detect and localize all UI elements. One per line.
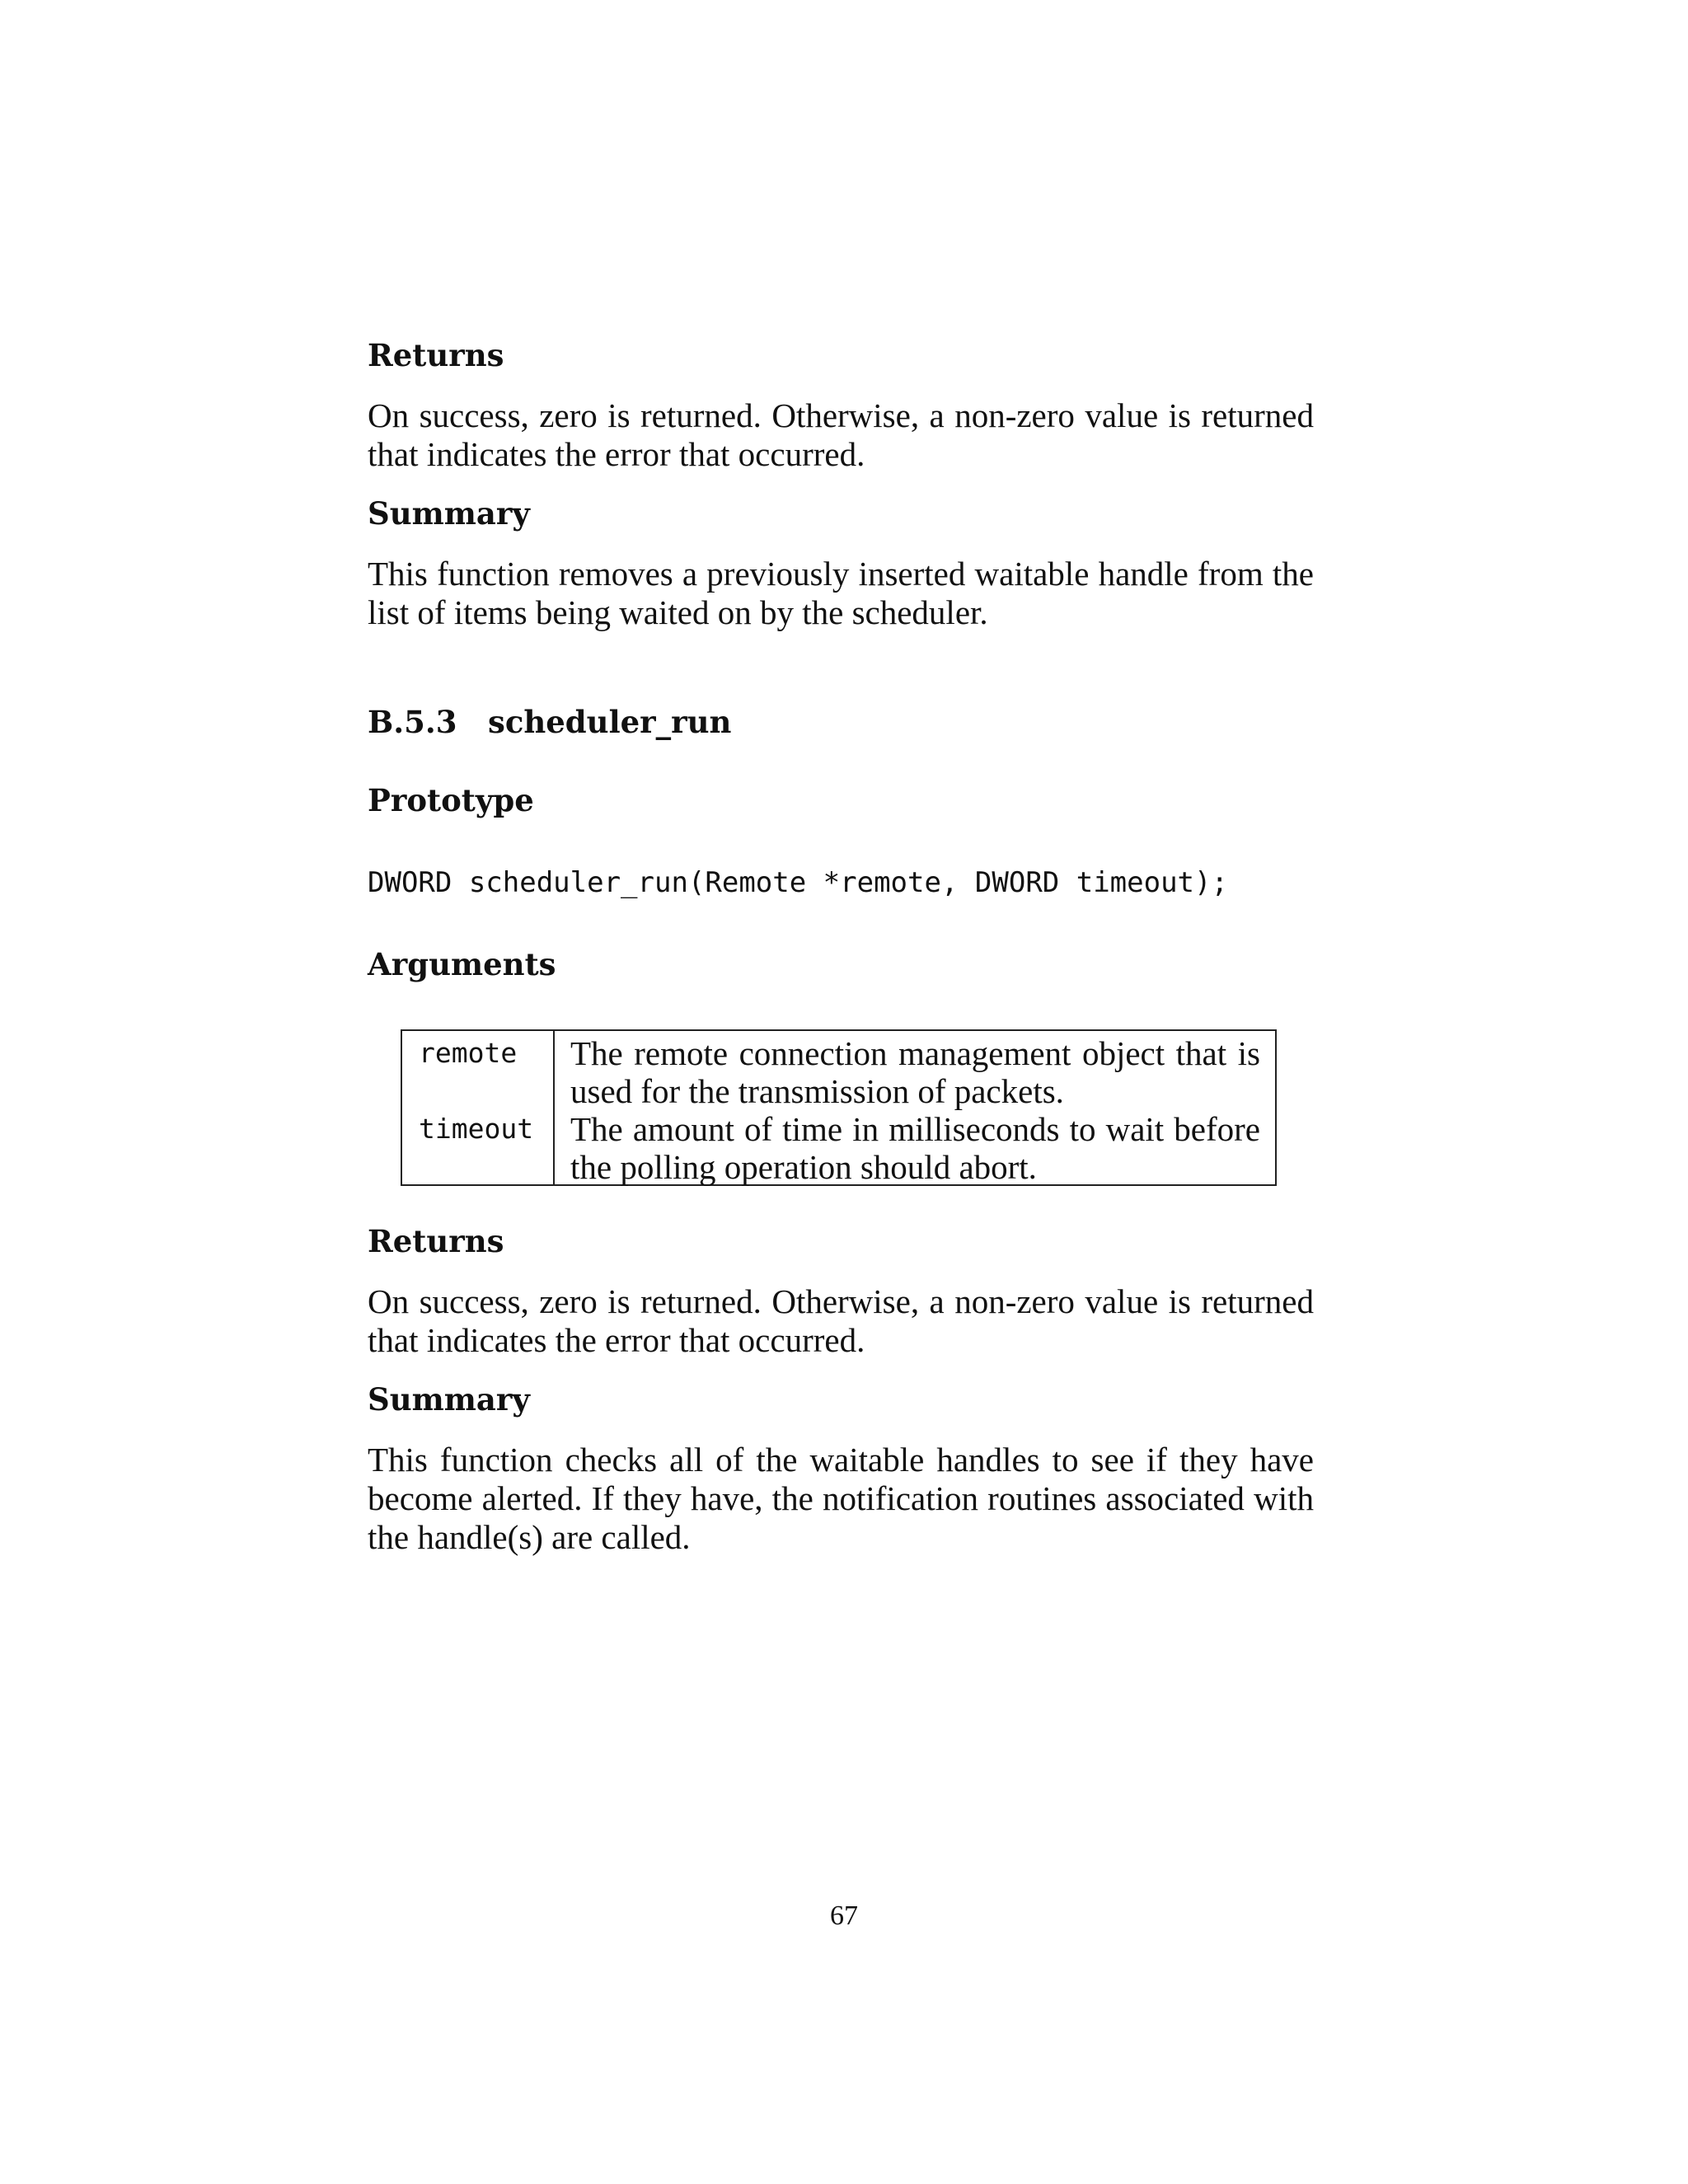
returns-heading: Returns <box>368 1223 504 1259</box>
prototype-heading: Prototype <box>368 782 534 818</box>
section-header <box>368 704 1314 740</box>
returns-body-1 <box>368 396 1314 474</box>
arg-name-timeout: timeout <box>419 1113 534 1145</box>
arg-desc-timeout: The amount of time in milliseconds to wait before the polling operation should abort. <box>570 1110 1260 1186</box>
section-title <box>368 704 1314 740</box>
returns-section-1 <box>368 337 1314 373</box>
summary-heading: Summary <box>368 1381 530 1418</box>
prototype-code-block <box>368 866 1314 899</box>
summary-section-1 <box>368 495 1314 532</box>
summary-text: This function checks all of the waitable handles to see if they have become alerted. If they have, the notification routines associated with the handle(s) are called. <box>368 1441 1314 1556</box>
summary-text: This function removes a previously inserted waitable handle from the list of items being waited on by the scheduler. <box>368 555 1314 631</box>
returns-body-2 <box>368 1282 1314 1360</box>
arg-desc-remote: The remote connection management object that is used for the transmission of packets. <box>570 1034 1260 1110</box>
section-name: scheduler_run <box>488 704 732 740</box>
page-number: 67 <box>830 1900 858 1931</box>
summary-body-2 <box>368 1441 1314 1557</box>
summary-body-1 <box>368 555 1314 632</box>
prototype-section <box>368 782 1314 818</box>
arguments-heading: Arguments <box>368 946 556 982</box>
summary-section-2 <box>368 1381 1314 1418</box>
arg-name-remote: remote <box>419 1037 518 1069</box>
section-number: B.5.3 <box>368 704 457 740</box>
returns-text: On success, zero is returned. Otherwise, a non-zero value is returned that indicates the error that occurred. <box>368 396 1314 473</box>
returns-heading: Returns <box>368 337 504 373</box>
summary-heading: Summary <box>368 495 530 532</box>
arguments-table <box>401 1029 1277 1186</box>
arguments-section <box>368 946 1314 982</box>
returns-section-2 <box>368 1223 1314 1259</box>
table-divider <box>553 1031 555 1184</box>
returns-text: On success, zero is returned. Otherwise, a non-zero value is returned that indicates the error that occurred. <box>368 1282 1314 1359</box>
prototype-code: DWORD scheduler_run(Remote *remote, DWORD timeout); <box>368 866 1228 899</box>
